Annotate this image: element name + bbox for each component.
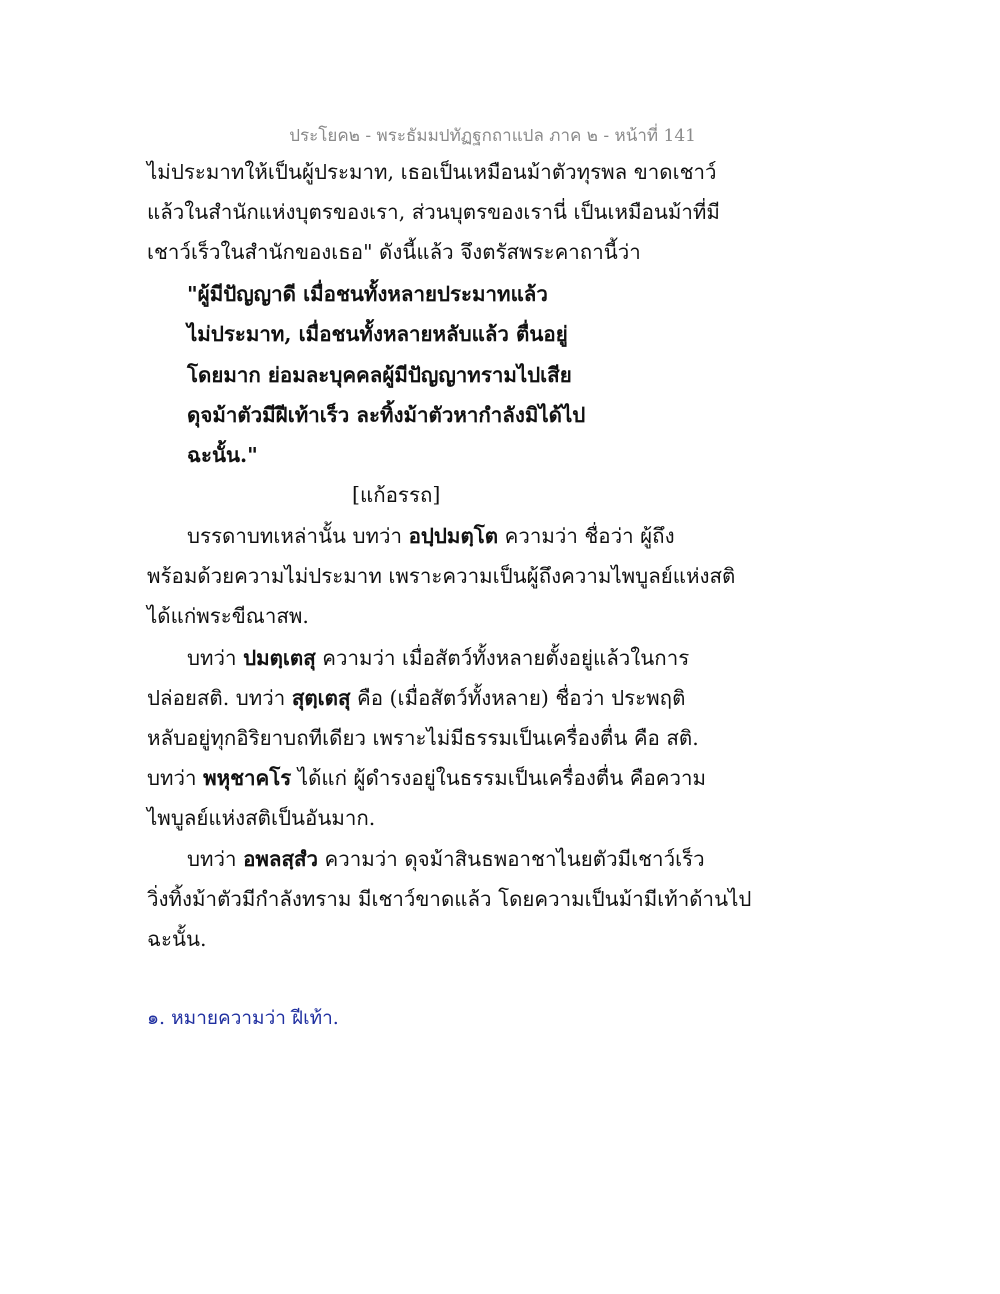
text-span: บทว่า bbox=[187, 646, 244, 670]
text-line: เชาว์เร็วในสำนักของเธอ" ดังนี้แล้ว จึงตรัสพระคาถานี้ว่า bbox=[147, 240, 641, 264]
verse-line: ไม่ประมาท, เมื่อชนทั้งหลายหลับแล้ว ตื่นอยู่ bbox=[187, 322, 568, 346]
text-span: ได้แก่ ผู้ดำรงอยู่ในธรรมเป็นเครื่องตื่น คือความ bbox=[291, 766, 707, 790]
text-line: แล้วในสำนักแห่งบุตรของเรา, ส่วนบุตรของเรานี่ เป็นเหมือนม้าที่มี bbox=[147, 200, 720, 224]
text-line: ไพบูลย์แห่งสติเป็นอันมาก. bbox=[147, 806, 376, 830]
text-line: หลับอยู่ทุกอิริยาบถทีเดียว เพราะไม่มีธรรมเป็นเครื่องตื่น คือ สติ. bbox=[147, 726, 699, 750]
pali-term: พหุชาคโร bbox=[203, 766, 292, 790]
text-line bbox=[187, 845, 705, 873]
section-title: [แก้อรรถ] bbox=[352, 483, 441, 507]
verse-line: ฉะนั้น." bbox=[187, 443, 258, 467]
text-line: ได้แก่พระขีณาสพ. bbox=[147, 604, 309, 628]
page-header: ประโยค๒ - พระธัมมปทัฏฐกถาแปล ภาค ๒ - หน้าที่ 141 bbox=[289, 126, 696, 146]
text-line bbox=[187, 644, 689, 672]
text-line: ไม่ประมาทให้เป็นผู้ประมาท, เธอเป็นเหมือนม้าตัวทุรพล ขาดเชาว์ bbox=[147, 160, 717, 184]
verse-line: โดยมาก ย่อมละบุคคลผู้มีปัญญาทรามไปเสีย bbox=[187, 363, 572, 387]
text-span: ปล่อยสติ. บทว่า bbox=[147, 686, 292, 710]
text-span: บทว่า bbox=[147, 766, 204, 790]
text-span: ความว่า เมื่อสัตว์ทั้งหลายตั้งอยู่แล้วในการ bbox=[315, 646, 690, 670]
text-line bbox=[147, 684, 685, 712]
text-line bbox=[147, 764, 706, 792]
verse-line: "ผู้มีปัญญาดี เมื่อชนทั้งหลายประมาทแล้ว bbox=[187, 282, 548, 306]
verse-line: ดุจม้าตัวมีฝีเท้าเร็ว ละทิ้งม้าตัวหากำลังมิได้ไป bbox=[187, 403, 586, 427]
pali-term: อปฺปมตฺโต bbox=[408, 524, 499, 548]
footnote: ๑. หมายความว่า ฝีเท้า. bbox=[147, 1007, 339, 1029]
text-span: ความว่า ดุจม้าสินธพอาชาไนยตัวมีเชาว์เร็ว bbox=[318, 847, 705, 871]
pali-term: อพลสฺสํว bbox=[243, 847, 319, 871]
text-span: คือ (เมื่อสัตว์ทั้งหลาย) ชื่อว่า ประพฤติ bbox=[350, 686, 686, 710]
pali-term: สุตฺเตสุ bbox=[291, 686, 351, 710]
text-span: ความว่า ชื่อว่า ผู้ถึง bbox=[498, 524, 675, 548]
text-span: บรรดาบทเหล่านั้น บทว่า bbox=[187, 524, 409, 548]
text-line: พร้อมด้วยความไม่ประมาท เพราะความเป็นผู้ถึงความไพบูลย์แห่งสติ bbox=[147, 564, 736, 588]
pali-term: ปมตฺเตสุ bbox=[243, 646, 316, 670]
text-span: บทว่า bbox=[187, 847, 244, 871]
text-line: ฉะนั้น. bbox=[147, 927, 207, 951]
text-line: วิ่งทิ้งม้าตัวมีกำลังทราม มีเชาว์ขาดแล้ว โดยความเป็นม้ามีเท้าด้านไป bbox=[147, 887, 752, 911]
text-line bbox=[187, 522, 675, 550]
